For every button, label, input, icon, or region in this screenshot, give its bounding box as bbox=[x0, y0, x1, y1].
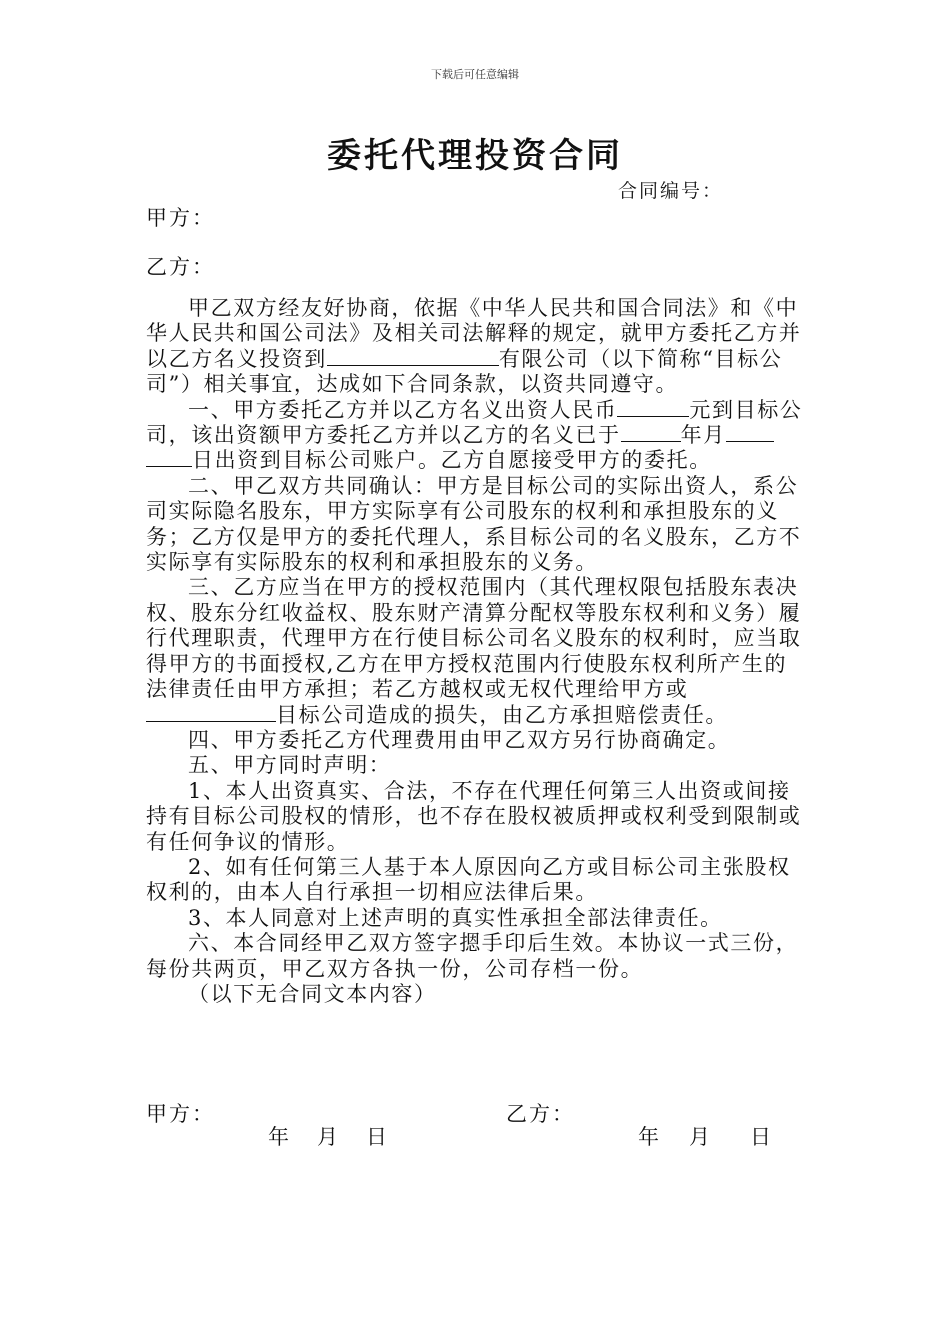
clause-1-text-c: 年月 bbox=[680, 423, 726, 448]
signature-party-a-label: 甲方： bbox=[146, 1102, 215, 1126]
third-party-blank bbox=[146, 703, 276, 722]
year-blank bbox=[621, 423, 681, 442]
clause-5-item-1: 1、本人出资真实、合法，不存在代理任何第三人出资或间接持有目标公司股权的情形，也不存在股权被质押或权利受到限制或有任何争议的情形。 bbox=[146, 778, 802, 854]
clause-2: 二、甲乙双方共同确认：甲方是目标公司的实际出资人，系公司实际隐名股东，甲方实际享有公司股东的权利和承担股东的义务；乙方仅是甲方的委托代理人，系目标公司的名义股东，乙方不实际享有实际股东的权利和承担股东的义务。 bbox=[146, 473, 802, 575]
date-day-a: 日 bbox=[366, 1125, 387, 1149]
document-title: 委托代理投资合同 bbox=[327, 136, 623, 176]
clause-5-item-3: 3、本人同意对上述声明的真实性承担全部法律责任。 bbox=[188, 905, 723, 930]
date-month-a: 月 bbox=[317, 1125, 338, 1149]
date-year-a: 年 bbox=[268, 1125, 289, 1149]
header-note: 下载后可任意编辑 bbox=[431, 68, 519, 81]
date-day-b: 日 bbox=[750, 1125, 771, 1149]
party-a-label: 甲方： bbox=[146, 206, 215, 230]
clause-5-item-2: 2、如有任何第三人基于本人原因向乙方或目标公司主张股权权利的，由本人自行承担一切相应法律后果。 bbox=[146, 854, 791, 905]
amount-blank bbox=[617, 398, 689, 417]
contract-number-label: 合同编号： bbox=[618, 180, 724, 202]
clause-3 bbox=[146, 575, 806, 727]
party-b-label: 乙方： bbox=[146, 255, 215, 279]
preamble-text-1: 甲乙双方经友好协商，依据《中华人民共和国合同法》和《中华人民共和国公司法》及相关司法解释的规定，就甲方委托乙方并以乙方名义投资到 bbox=[146, 296, 802, 371]
clause-1-text-a: 一、甲方委托乙方并以乙方名义出资人民币 bbox=[188, 397, 618, 422]
date-month-b: 月 bbox=[689, 1125, 710, 1149]
clause-1 bbox=[146, 398, 806, 474]
signature-party-b-label: 乙方： bbox=[506, 1102, 575, 1126]
clause-3-text-b: 目标公司造成的损失，由乙方承担赔偿责任。 bbox=[276, 702, 728, 727]
clause-1-text-b: 元到目标公司，该出资额甲方委托乙方并以乙方的名义已于 bbox=[146, 397, 803, 448]
preamble-paragraph bbox=[146, 296, 806, 398]
clause-4: 四、甲方委托乙方代理费用由甲乙双方另行协商确定。 bbox=[188, 727, 731, 752]
date-line-party-a bbox=[268, 1121, 415, 1151]
company-name-blank bbox=[327, 347, 499, 366]
date-line-party-b bbox=[638, 1121, 799, 1151]
preamble-text-2: 有限公司（以下简称“目标公司”）相关事宜，达成如下合同条款，以资共同遵守。 bbox=[146, 346, 783, 397]
clause-5: 五、甲方同时声明： bbox=[188, 753, 392, 778]
clause-6: 六、本合同经甲乙双方签字摁手印后生效。本协议一式三份，每份共两页，甲乙双方各执一份，公司存档一份。 bbox=[146, 931, 799, 981]
clause-3-text-a: 三、乙方应当在甲方的授权范围内（其代理权限包括股东表决权、股东分红收益权、股东财产清算分配权等股东权利和义务）履行代理职责，代理甲方在行使目标公司名义股东的权利时，应当取得甲方的书面授权,乙方在甲方授权范围内行使股东权利所产生的法律责任由甲方承担；若乙方越权或无权代理给甲方或 bbox=[146, 575, 802, 702]
day-blank bbox=[146, 448, 192, 467]
date-year-b: 年 bbox=[638, 1125, 659, 1149]
contract-body bbox=[146, 296, 806, 1007]
month-blank bbox=[726, 423, 774, 442]
clause-1-text-d: 日出资到目标公司账户。乙方自愿接受甲方的委托。 bbox=[192, 448, 712, 473]
end-note: （以下无合同文本内容） bbox=[188, 981, 437, 1006]
